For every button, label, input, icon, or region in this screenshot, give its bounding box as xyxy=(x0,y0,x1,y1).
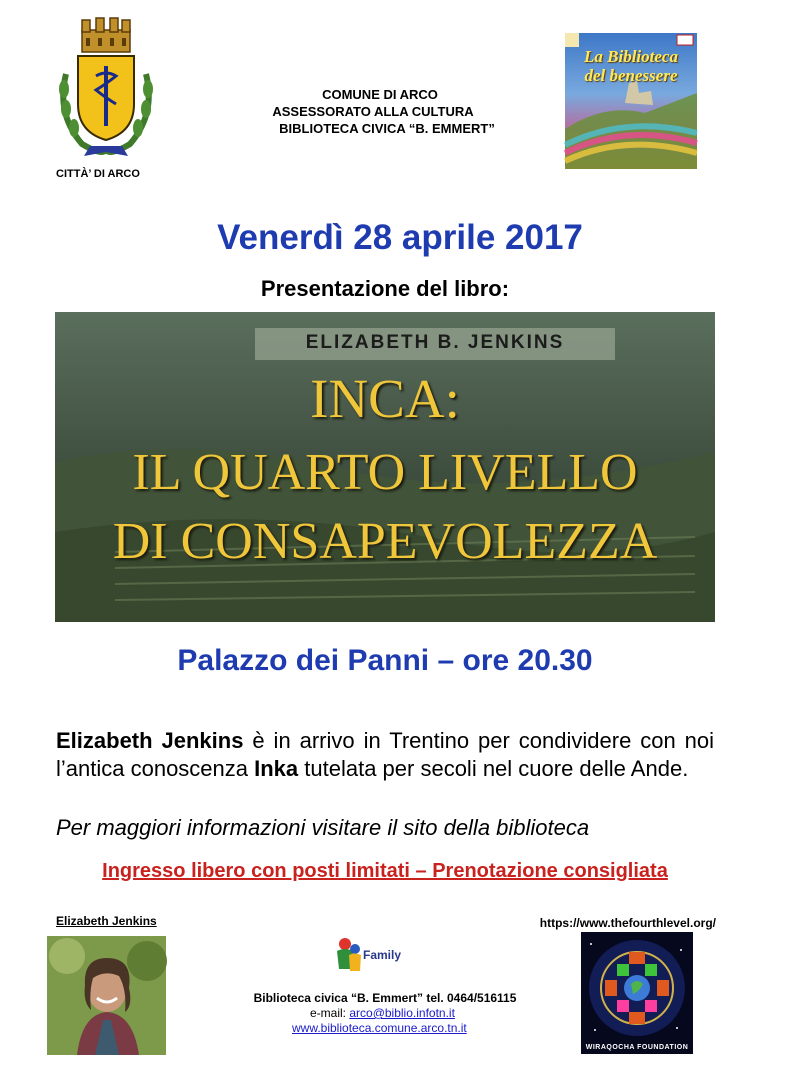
institution-header xyxy=(220,86,540,137)
library-site-link[interactable]: www.biblioteca.comune.arco.tn.it xyxy=(292,1021,467,1035)
description-part-1: è in arrivo in Trentino per condividere con noi l’antica conoscenza xyxy=(56,728,714,781)
presentation-label: Presentazione del libro: xyxy=(260,276,510,301)
entry-notice: Ingresso libero con posti limitati – Prenotazione consigliata xyxy=(102,860,668,882)
logo-text xyxy=(565,47,697,85)
book-title-line-1: INCA: xyxy=(310,368,460,429)
header-line-assessorato: ASSESSORATO ALLA CULTURA xyxy=(272,104,474,119)
biblioteca-benessere-logo xyxy=(565,33,697,169)
book-title-line-3: DI CONSAPEVOLEZZA xyxy=(112,513,658,570)
author-name: Elizabeth Jenkins xyxy=(56,728,244,753)
email-line xyxy=(310,1006,455,1020)
photo-caption: Elizabeth Jenkins xyxy=(56,914,157,928)
event-venue-time: Palazzo dei Panni – ore 20.30 xyxy=(177,644,593,677)
inka-word: Inka xyxy=(254,756,299,781)
email-label: e-mail: xyxy=(310,1006,350,1020)
city-coat-of-arms xyxy=(52,14,160,164)
library-contact: Biblioteca civica “B. Emmert” tel. 0464/516115 xyxy=(253,991,517,1005)
wiraqocha-caption: WIRAQOCHA FOUNDATION xyxy=(585,1044,689,1051)
family-logo-text: Family xyxy=(363,948,402,962)
event-date: Venerdì 28 aprile 2017 xyxy=(217,218,583,257)
logo-text-line-1: La Biblioteca xyxy=(584,47,678,66)
email-link[interactable]: arco@biblio.infotn.it xyxy=(349,1006,455,1020)
header-line-biblioteca: BIBLIOTECA CIVICA “B. EMMERT” xyxy=(279,121,495,136)
book-author: ELIZABETH B. JENKINS xyxy=(305,332,565,353)
header-line-comune: COMUNE DI ARCO xyxy=(322,87,438,102)
event-description xyxy=(56,727,714,783)
family-logo xyxy=(335,935,402,975)
description-part-2: tutelata per secoli nel cuore delle Ande. xyxy=(298,756,689,781)
city-label: CITTÀ’ DI ARCO xyxy=(56,168,140,180)
book-title-line-2: IL QUARTO LIVELLO xyxy=(132,444,638,501)
logo-text-line-2: del benessere xyxy=(584,66,678,85)
more-info-text: Per maggiori informazioni visitare il sito della biblioteca xyxy=(56,815,590,840)
book-cover-banner xyxy=(55,312,715,622)
foundation-website-link[interactable]: https://www.thefourthlevel.org/ xyxy=(539,916,716,930)
